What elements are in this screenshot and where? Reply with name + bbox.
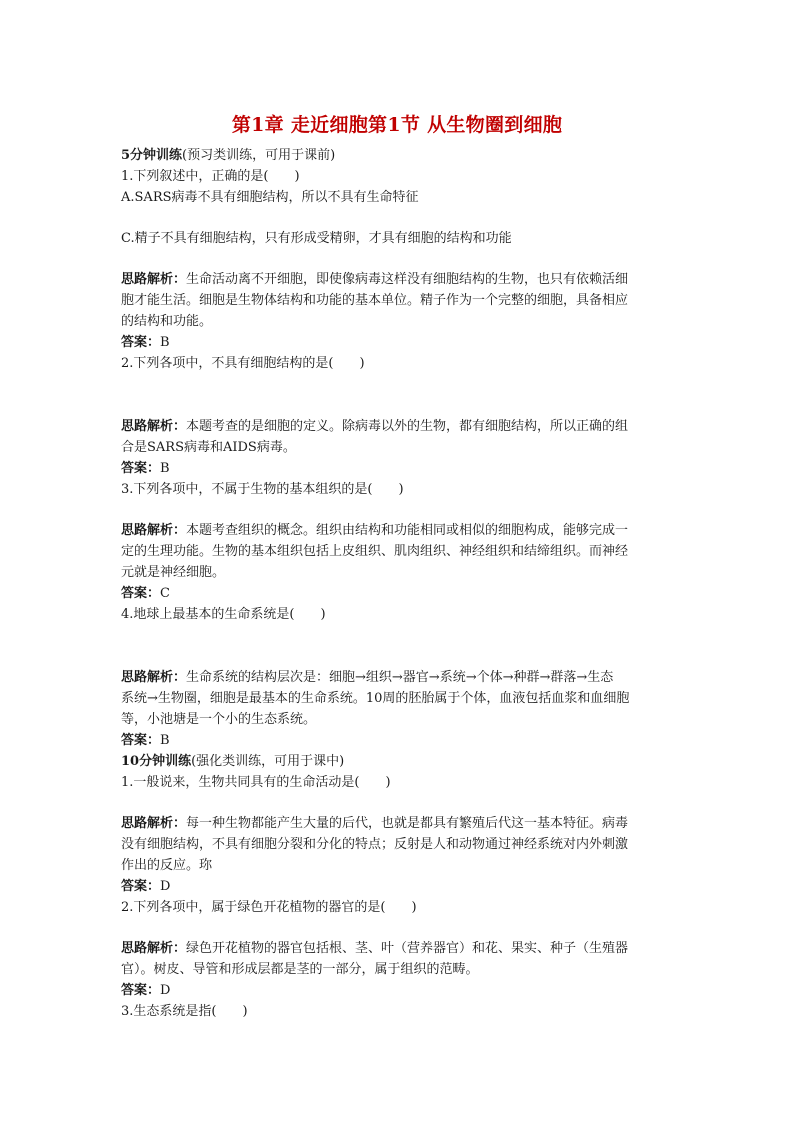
analysis-text: 本题考查的是细胞的定义。除病毒以外的生物，都有细胞结构，所以正确的组 [186, 419, 629, 434]
answer-label: 答案： [121, 879, 161, 894]
answer-line [121, 332, 681, 353]
answer-label: 答案： [121, 733, 161, 748]
analysis-text: 没有细胞结构，不具有细胞分裂和分化的特点；反射是人和动物通过神经系统对内外刺激 [121, 837, 629, 852]
analysis-label: 思路解析： [121, 272, 187, 287]
section-subtitle: (强化类训练，可用于课中) [191, 754, 345, 769]
answer-label: 答案： [121, 983, 161, 998]
section-heading-5min [121, 145, 681, 166]
analysis-text: 定的生理功能。生物的基本组织包括上皮组织、肌肉组织、神经组织和结缔组织。而神经 [121, 544, 629, 559]
analysis-label: 思路解析： [121, 941, 187, 956]
answer-value: B [160, 733, 170, 748]
analysis-label: 思路解析： [121, 419, 187, 434]
question-4: 4.地球上最基本的生命系统是( ) [121, 607, 326, 622]
answer-value: B [160, 461, 170, 476]
answer-line [121, 583, 681, 604]
answer-line [121, 980, 681, 1001]
question-s2-3: 3.生态系统是指( ) [121, 1004, 248, 1019]
section-heading-10min [121, 751, 681, 772]
analysis-text: 生命活动离不开细胞，即使像病毒这样没有细胞结构的生物，也只有依赖活细 [186, 272, 629, 287]
answer-line [121, 730, 681, 751]
analysis-text: 等，小池塘是一个小的生态系统。 [121, 712, 317, 727]
question-1: 1.下列叙述中，正确的是( ) [121, 169, 300, 184]
analysis-line [121, 520, 681, 541]
section-subtitle: (预习类训练，可用于课前) [182, 148, 336, 163]
analysis-text: 本题考查组织的概念。组织由结构和功能相同或相似的细胞构成，能够完成一 [186, 523, 629, 538]
section-heading-label: 10分钟训练 [121, 754, 192, 769]
analysis-text: 元就是神经细胞。 [121, 565, 226, 580]
question-s2-1: 1.一般说来，生物共同具有的生命活动是( ) [121, 775, 391, 790]
analysis-line [121, 813, 681, 834]
question-3: 3.下列各项中，不属于生物的基本组织的是( ) [121, 482, 404, 497]
answer-label: 答案： [121, 586, 161, 601]
answer-label: 答案： [121, 335, 161, 350]
analysis-line [121, 269, 681, 290]
question-1-option-c: C.精子不具有细胞结构，只有形成受精卵，才具有细胞的结构和功能 [121, 231, 512, 246]
question-1-option-a: A.SARS病毒不具有细胞结构，所以不具有生命特征 [121, 190, 419, 205]
analysis-text: 绿色开花植物的器官包括根、茎、叶（营养器官）和花、果实、种子（生殖器 [186, 941, 629, 956]
answer-value: B [160, 335, 170, 350]
analysis-line [121, 667, 681, 688]
analysis-text: 官）。树皮、导管和形成层都是茎的一部分，属于组织的范畴。 [121, 962, 479, 977]
document-body [121, 145, 681, 1022]
analysis-text: 合是SARS病毒和AIDS病毒。 [121, 440, 296, 455]
answer-line [121, 876, 681, 897]
analysis-label: 思路解析： [121, 523, 187, 538]
analysis-label: 思路解析： [121, 670, 187, 685]
analysis-text: 作出的反应。珎 [121, 858, 213, 873]
analysis-text: 胞才能生活。细胞是生物体结构和功能的基本单位。精子作为一个完整的细胞，具备相应 [121, 293, 629, 308]
answer-line [121, 458, 681, 479]
question-s2-2: 2.下列各项中，属于绿色开花植物的器官的是( ) [121, 900, 417, 915]
section-heading-label: 5分钟训练 [121, 148, 183, 163]
answer-label: 答案： [121, 461, 161, 476]
answer-value: D [160, 983, 171, 998]
analysis-text: 的结构和功能。 [121, 314, 213, 329]
analysis-line [121, 938, 681, 959]
analysis-text: 系统→生物圈，细胞是最基本的生命系统。10周的胚胎属于个体，血液包括血浆和血细胞 [121, 691, 630, 706]
page-title: 第1章 走近细胞第1节 从生物圈到细胞 [231, 114, 563, 136]
question-2: 2.下列各项中，不具有细胞结构的是( ) [121, 356, 365, 371]
analysis-label: 思路解析： [121, 816, 187, 831]
answer-value: C [160, 586, 170, 601]
analysis-text: 生命系统的结构层次是：细胞→组织→器官→系统→个体→种群→群落→生态 [186, 670, 614, 685]
analysis-text: 每一种生物都能产生大量的后代，也就是都具有繁殖后代这一基本特征。病毒 [186, 816, 629, 831]
analysis-line [121, 416, 681, 437]
answer-value: D [160, 879, 171, 894]
